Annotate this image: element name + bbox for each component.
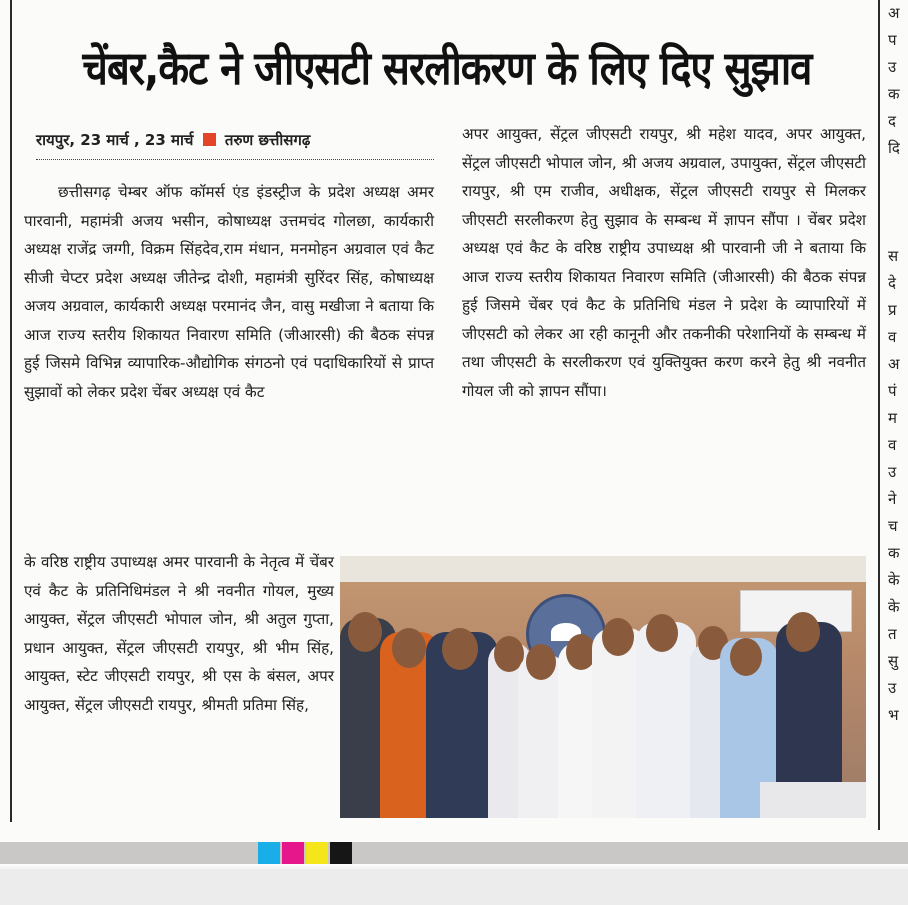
bottom-strip [0, 866, 908, 905]
yellow-swatch [306, 842, 328, 864]
article-column-lower [24, 548, 334, 719]
dateline-date-repeat: , 23 मार्च [134, 131, 194, 149]
edge-column-fragment: व [888, 328, 897, 346]
magenta-swatch [282, 842, 304, 864]
black-swatch [330, 842, 352, 864]
print-color-bar [0, 842, 908, 864]
edge-column-fragment: स [888, 247, 899, 265]
edge-column-fragment [888, 162, 908, 189]
edge-column-fragment: त [888, 625, 897, 643]
news-photo [340, 556, 866, 818]
article-column-right [462, 120, 866, 405]
edge-column-fragment: उ [888, 58, 897, 76]
article-column-left [24, 178, 434, 406]
column-rule-right [878, 0, 880, 830]
edge-column-fragment: क [888, 544, 900, 562]
edge-column-fragment: के [888, 571, 900, 589]
edge-column-fragment: प [888, 31, 897, 49]
article-paragraph-1-continued: के वरिष्ठ राष्ट्रीय उपाध्यक्ष अमर पारवानी के नेतृत्व में चेंबर एवं कैट के प्रतिनिधिमंडल ने श्री नवनीत गोयल, मुख्य आयुक्त, सेंट्रल जीएसटी भोपाल जोन, श्री अतुल गुप्ता, प्रधान आयुक्त, सेंट्रल जीएसटी रायपुर, श्री भीम सिंह, आयुक्त, स्टेट जीएसटी रायपुर, श्री एस के बंसल, अपर आयुक्त, सेंट्रल जीएसटी रायपुर, श्रीमती प्रतिमा सिंह, [24, 553, 334, 714]
edge-column-fragment: उ [888, 679, 897, 697]
red-square-icon [203, 133, 216, 146]
edge-column-fragment: उ [888, 463, 897, 481]
edge-column-fragment [888, 189, 908, 216]
column-rule-left [10, 0, 12, 822]
edge-column-fragment: क [888, 85, 900, 103]
article-paragraph-1: छत्तीसगढ़ चेम्बर ऑफ कॉमर्स एंड इंडस्ट्रीज के प्रदेश अध्यक्ष अमर पारवानी, महामंत्री अजय भसीन, कोषाध्यक्ष उत्तमचंद गोलछा, कार्यकारी अध्यक्ष राजेंद्र जग्गी, विक्रम सिंहदेव,राम मंधान, मनमोहन अग्रवाल एवं कैट सीजी चेप्टर प्रदेश अध्यक्ष जीतेन्द्र दोशी, महामंत्री सुरिंदर सिंह, कोषाध्यक्ष अजय अग्रवाल, कार्यकारी अध्यक्ष परमानंद जैन, वासु मखीजा ने बताया कि आज राज्य स्तरीय शिकायत निवारण समिति (जीआरसी) की बैठक संपन्न हुई जिसमे विभिन्न व्यापारिक-औद्योगिक संगठनो एवं पदाधिकारियों से प्राप्त सुझावों को लेकर प्रदेश चेंबर अध्यक्ष एवं कैट [24, 183, 434, 401]
edge-column-fragment: च [888, 517, 898, 535]
article-paragraph-2: अपर आयुक्त, सेंट्रल जीएसटी रायपुर, श्री महेश यादव, अपर आयुक्त, सेंट्रल जीएसटी भोपाल जोन, श्री अजय अग्रवाल, उपायुक्त, सेंट्रल जीएसटी रायपुर, श्री एम राजीव, अधीक्षक, सेंट्रल जीएसटी रायपुर से मिलकर जीएसटी सरलीकरण हेतु सुझाव के सम्बन्ध में ज्ञापन सौंपा । चेंबर प्रदेश अध्यक्ष एवं कैट के वरिष्ठ राष्ट्रीय उपाध्यक्ष श्री पारवानी जी ने बताया कि आज राज्य स्तरीय शिकायत निवारण समिति (जीआरसी) की बैठक संपन्न हुई जिसमे चेंबर एवं कैट के प्रतिनिधि मंडल ने प्रदेश के व्यापारियों में जीएसटी को लेकर आ रही कानूनी और तकनीकी परेशानियों के सम्बन्ध में तथा जीएसटी के सरलीकरण एवं युक्तियुक्त करण करने हेतु श्री नवनीत गोयल जी को ज्ञापन सौंपा। [462, 125, 866, 400]
edge-column-fragment: दि [888, 139, 900, 157]
edge-column-fragment: दे [888, 274, 896, 292]
dateline-place-date: रायपुर, 23 मार्च [36, 131, 129, 149]
edge-column-fragment: प्र [888, 301, 897, 319]
edge-column-fragment: व [888, 436, 897, 454]
edge-column-fragment: म [888, 409, 897, 427]
adjacent-column-fragment [888, 0, 908, 729]
edge-column-fragment: द [888, 112, 896, 130]
dateline-source: तरुण छत्तीसगढ़ [224, 131, 311, 149]
edge-column-fragment: के [888, 598, 900, 616]
dateline [36, 130, 434, 160]
edge-column-fragment: पं [888, 382, 897, 400]
headline: चेंबर,कैट ने जीएसटी सरलीकरण के लिए दिए सुझाव [82, 42, 812, 96]
edge-column-fragment: अ [888, 355, 900, 373]
cyan-swatch [258, 842, 280, 864]
edge-column-fragment: सु [888, 652, 899, 670]
edge-column-fragment: भ [888, 706, 899, 724]
edge-column-fragment [888, 216, 908, 243]
edge-column-fragment: ने [888, 490, 897, 508]
edge-column-fragment: अ [888, 4, 900, 22]
